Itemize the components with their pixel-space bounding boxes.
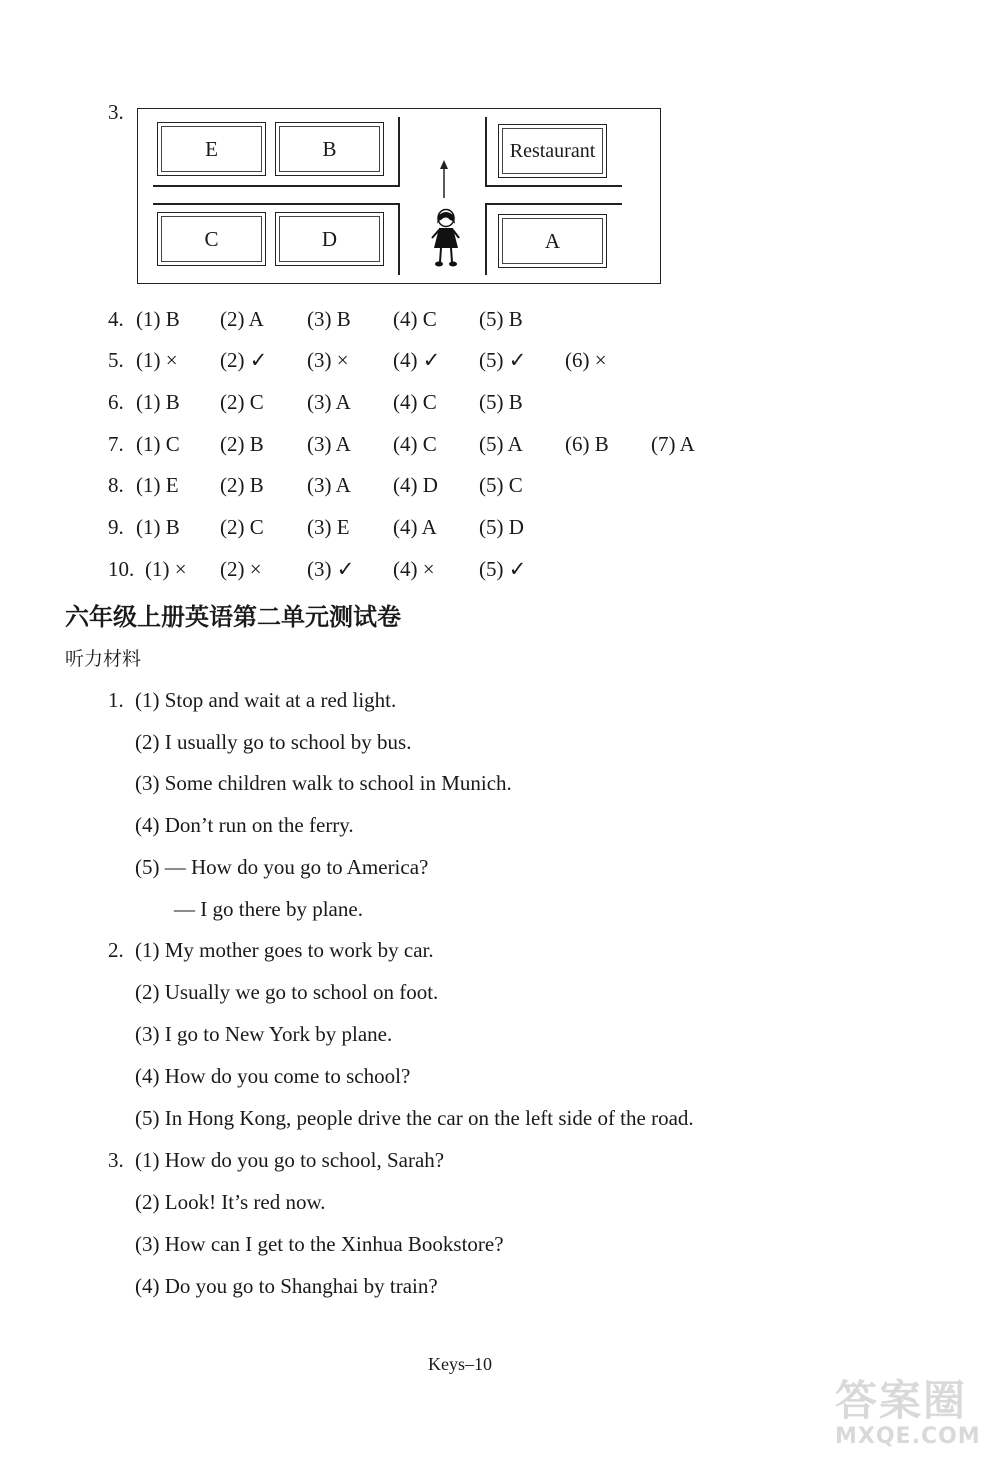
up-arrow-icon — [436, 160, 452, 200]
answer-item: (5) B — [479, 307, 523, 331]
listening-line: (2) I usually go to school by bus. — [135, 730, 412, 754]
answer-item: (2) A — [220, 307, 264, 331]
building-c: C — [157, 212, 266, 266]
answer-item: (4) ✓ — [393, 348, 441, 372]
answer-item: (4) D — [393, 473, 438, 497]
answer-num: 10. — [108, 557, 135, 581]
listening-line: (5) — How do you go to America? — [135, 855, 429, 879]
group-number: 1. — [108, 688, 124, 712]
answer-item: (1) × — [145, 557, 187, 581]
answer-item: (3) A — [307, 432, 351, 456]
answer-num: 9. — [108, 515, 124, 539]
answer-num: 7. — [108, 432, 124, 456]
listening-line: (3) I go to New York by plane. — [135, 1022, 393, 1046]
answer-item: (3) A — [307, 473, 351, 497]
answer-item: (3) B — [307, 307, 351, 331]
road-line-upper-left — [153, 185, 400, 187]
answer-item: (2) C — [220, 515, 264, 539]
answer-item: (4) × — [393, 557, 435, 581]
answer-item: (2) B — [220, 432, 264, 456]
answer-item: (4) C — [393, 432, 437, 456]
girl-figure-icon — [428, 208, 464, 268]
answer-item: (3) A — [307, 390, 351, 414]
road-line-right-bottom — [485, 203, 487, 275]
answer-item: (1) B — [136, 390, 180, 414]
answer-item: (3) × — [307, 348, 349, 372]
answer-item: (2) C — [220, 390, 264, 414]
answer-item: (1) × — [136, 348, 178, 372]
road-line-left-top — [398, 117, 400, 187]
road-line-lower-right — [487, 203, 622, 205]
answer-item: (5) ✓ — [479, 557, 527, 581]
group-number: 3. — [108, 1148, 124, 1172]
building-b: B — [275, 122, 384, 176]
answer-item: (6) B — [565, 432, 609, 456]
question-3-number: 3. — [108, 100, 124, 124]
answer-item: (7) A — [651, 432, 695, 456]
answer-item: (4) A — [393, 515, 437, 539]
listening-line: (3) Some children walk to school in Munich. — [135, 771, 512, 795]
answer-item: (1) C — [136, 432, 180, 456]
listening-line: (4) Do you go to Shanghai by train? — [135, 1274, 438, 1298]
answer-num: 6. — [108, 390, 124, 414]
answer-item: (3) E — [307, 515, 350, 539]
answer-item: (4) C — [393, 390, 437, 414]
answer-item: (1) B — [136, 515, 180, 539]
group-number: 2. — [108, 938, 124, 962]
watermark-logo — [835, 1368, 981, 1449]
road-line-left-bottom — [398, 203, 400, 275]
page-footer: Keys–10 — [428, 1354, 492, 1374]
building-a: A — [498, 214, 607, 268]
listening-line: (3) How can I get to the Xinhua Bookstore? — [135, 1232, 504, 1256]
answer-item: (5) B — [479, 390, 523, 414]
watermark-text-top: 答案圈 — [835, 1376, 968, 1425]
answer-item: (5) C — [479, 473, 523, 497]
answer-num: 5. — [108, 348, 124, 372]
road-line-upper-right — [487, 185, 622, 187]
subsection-title: 听力材料 — [65, 648, 142, 670]
listening-line: — I go there by plane. — [174, 897, 363, 921]
answer-item: (2) ✓ — [220, 348, 268, 372]
listening-line: (4) How do you come to school? — [135, 1064, 411, 1088]
listening-line: (4) Don’t run on the ferry. — [135, 813, 354, 837]
section-title: 六年级上册英语第二单元测试卷 — [65, 603, 401, 631]
answer-item: (1) E — [136, 473, 179, 497]
answer-item: (2) × — [220, 557, 262, 581]
answer-item: (5) D — [479, 515, 524, 539]
answer-num: 8. — [108, 473, 124, 497]
listening-line: (1) Stop and wait at a red light. — [135, 688, 397, 712]
answer-item: (3) ✓ — [307, 557, 355, 581]
building-d: D — [275, 212, 384, 266]
answer-item: (5) A — [479, 432, 523, 456]
answer-item: (5) ✓ — [479, 348, 527, 372]
answer-item: (6) × — [565, 348, 607, 372]
listening-line: (2) Look! It’s red now. — [135, 1190, 326, 1214]
answer-num: 4. — [108, 307, 124, 331]
road-line-lower-left — [153, 203, 400, 205]
road-line-right-top — [485, 117, 487, 187]
listening-line: (2) Usually we go to school on foot. — [135, 980, 439, 1004]
listening-line: (1) How do you go to school, Sarah? — [135, 1148, 445, 1172]
building-restaurant: Restaurant — [498, 124, 607, 178]
watermark-text-bottom: MXQE.COM — [835, 1424, 981, 1449]
answer-item: (4) C — [393, 307, 437, 331]
answer-item: (2) B — [220, 473, 264, 497]
listening-line: (5) In Hong Kong, people drive the car on the left side of the road. — [135, 1106, 694, 1130]
listening-line: (1) My mother goes to work by car. — [135, 938, 434, 962]
answer-item: (1) B — [136, 307, 180, 331]
building-e: E — [157, 122, 266, 176]
